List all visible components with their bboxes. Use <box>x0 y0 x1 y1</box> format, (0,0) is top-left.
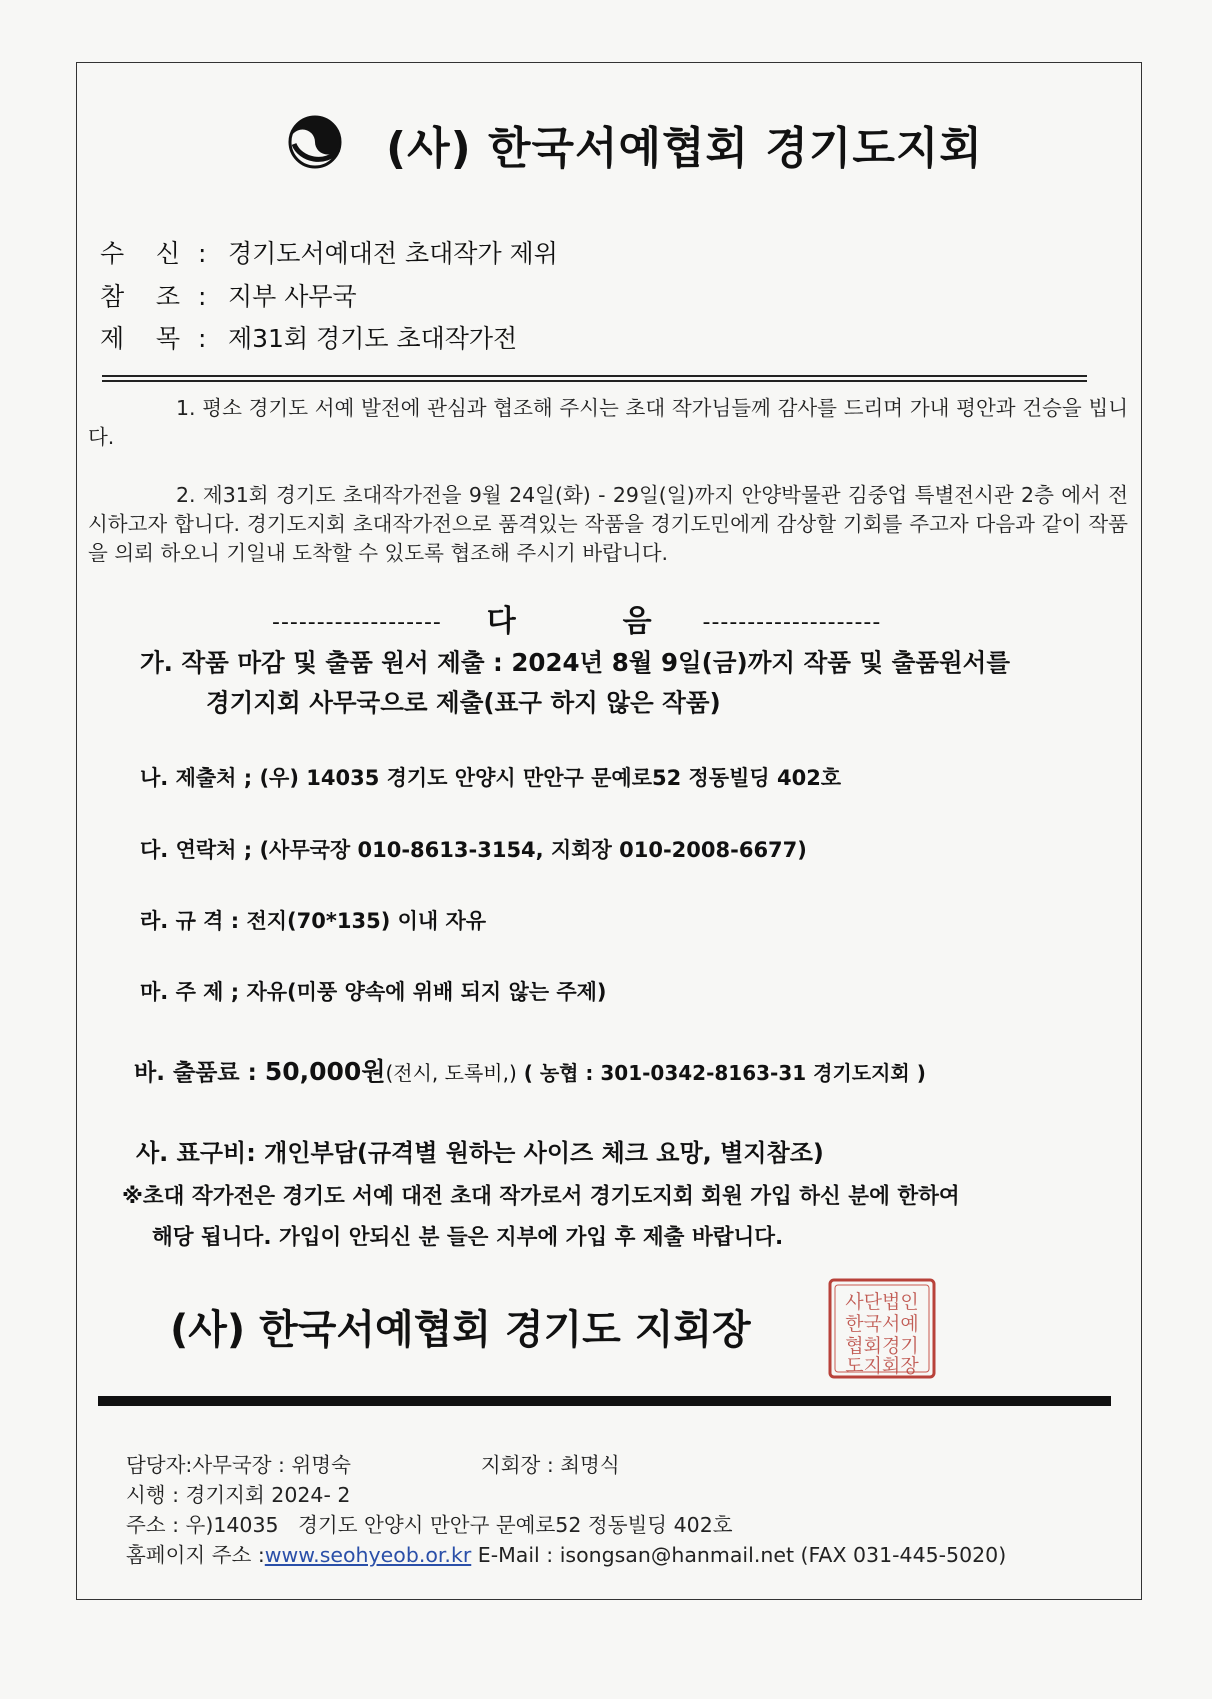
sender-signature: (사) 한국서예협회 경기도 지회장 <box>170 1307 751 1353</box>
taegeuk-emblem-icon <box>282 114 348 170</box>
item-ga-line2: 경기지회 사무국으로 제출(표구 하지 않은 작품) <box>206 688 721 717</box>
footer-manager: 담당자:사무국장 : 위명숙 <box>126 1453 351 1477</box>
item-sa: 사. 표구비: 개인부담(규격별 원하는 사이즈 체크 요망, 별지참조) <box>136 1139 824 1167</box>
heading-dashes-left: ------------------- <box>272 610 442 635</box>
svg-text:한국서예: 한국서예 <box>845 1313 919 1335</box>
paragraph-2-text: 2. 제31회 경기도 초대작가전을 9월 24일(화) - 29일(일)까지 안양박물관 김중업 특별전시관 2층 에서 전시하고자 합니다. 경기도지회 초대작가전으로 품격있는 작품을 경기도민에게 감상할 기회를 주고자 다음과 같이 작품을 의뢰 하오니 기일내 도착할 수 있도록 협조해 주시기 바랍니다. <box>88 483 1128 565</box>
item-ba-note: (전시, 도록비,) <box>385 1061 517 1085</box>
footer-email: E-Mail : isongsan@hanmail.net <box>471 1543 794 1567</box>
paragraph-1-text: 1. 평소 경기도 서예 발전에 관심과 협조해 주시는 초대 작가님들께 감사를 드리며 가내 평안과 건승을 빕니다. <box>88 396 1128 449</box>
item-na: 나. 제출처 ; (우) 14035 경기도 안양시 만안구 문예로52 정동빌딩 402호 <box>140 766 842 790</box>
next-heading <box>272 596 881 640</box>
item-ba-account: ( 농협 : 301-0342-8163-31 경기도지회 ) <box>516 1061 926 1085</box>
subject-row <box>100 319 517 355</box>
footer-homepage-label: 홈페이지 주소 : <box>126 1543 265 1567</box>
heading-dashes-right: -------------------- <box>702 610 882 635</box>
reference-row <box>100 277 357 313</box>
notice-line2: 해당 됩니다. 가입이 안되신 분 들은 지부에 가입 후 제출 바랍니다. <box>152 1225 784 1250</box>
recipient-key: 수 신 <box>100 239 181 268</box>
recipient-row <box>100 234 558 270</box>
red-official-seal-icon <box>826 1276 938 1381</box>
meta-separator: : <box>198 239 207 268</box>
recipient-value: 경기도서예대전 초대작가 제위 <box>228 239 558 268</box>
heading-char-eum: 음 <box>622 604 652 639</box>
homepage-link[interactable]: www.seohyeob.or.kr <box>264 1543 472 1567</box>
footer-issue: 시행 : 경기지회 2024- 2 <box>126 1483 351 1507</box>
subject-key: 제 목 <box>100 324 181 353</box>
footer-address: 주소 : 우)14035 경기도 안양시 만안구 문예로52 정동빌딩 402호 <box>126 1513 733 1537</box>
org-title: (사) 한국서예협회 경기도지회 <box>386 123 983 174</box>
svg-text:협회경기: 협회경기 <box>845 1335 919 1357</box>
notice-line1: ※초대 작가전은 경기도 서예 대전 초대 작가로서 경기도지회 회원 가입 하신 분에 한하여 <box>122 1184 960 1209</box>
reference-value: 지부 사무국 <box>228 282 357 311</box>
item-ga-line1: 가. 작품 마감 및 출품 원서 제출 : 2024년 8월 9일(금)까지 작품 및 출품원서를 <box>140 648 1011 677</box>
paragraph-1 <box>88 394 1128 452</box>
item-ra: 라. 규 격 : 전지(70*135) 이내 자유 <box>140 909 487 933</box>
footer-manager-row <box>126 1448 620 1478</box>
footer-contact-row <box>126 1538 1006 1568</box>
heading-char-da: 다 <box>486 604 516 639</box>
item-da: 다. 연락처 ; (사무국장 010-8613-3154, 지회장 010-2008-6677) <box>140 838 807 862</box>
svg-text:사단법인: 사단법인 <box>845 1291 919 1313</box>
item-ba <box>134 1052 926 1088</box>
double-divider <box>102 375 1087 382</box>
paragraph-2 <box>88 481 1128 568</box>
svg-text:도지회장: 도지회장 <box>845 1355 919 1377</box>
meta-separator: : <box>198 324 207 353</box>
item-ma: 마. 주 제 ; 자유(미풍 양속에 위배 되지 않는 주제) <box>140 980 607 1004</box>
item-ba-amount: 50,000원 <box>264 1057 386 1086</box>
item-ba-prefix: 바. 출품료 : <box>134 1060 265 1086</box>
meta-separator: : <box>198 282 207 311</box>
thick-divider <box>98 1396 1111 1406</box>
reference-key: 참 조 <box>100 282 181 311</box>
footer-president: 지회장 : 최명식 <box>480 1453 620 1477</box>
footer-fax: (FAX 031-445-5020) <box>794 1543 1007 1567</box>
subject-value: 제31회 경기도 초대작가전 <box>228 324 518 353</box>
